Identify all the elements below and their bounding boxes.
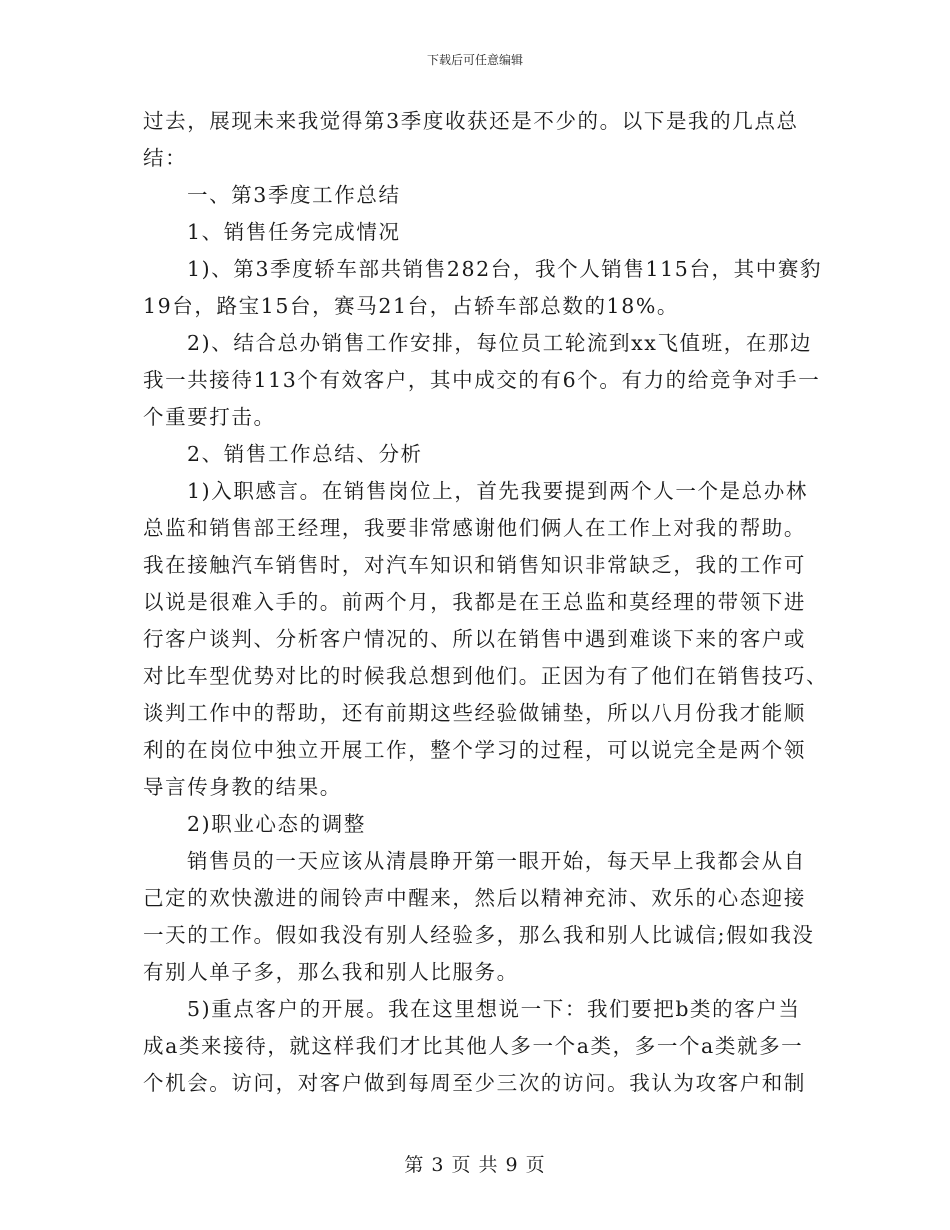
body-line: 19台，路宝15台，赛马21台，占轿车部总数的18%。 [143,294,680,318]
body-line: 结： [143,146,188,170]
body-line: 有别人单子多，那么我和别人比服务。 [143,960,519,984]
body-line: 总监和销售部王经理，我要非常感谢他们俩人在工作上对我的帮助。 [143,516,806,540]
body-line: 成a类来接待，就这样我们才比其他人多一个a类，多一个a类就多一 [143,1034,804,1058]
body-line: 行客户谈判、分析客户情况的、所以在销售中遇到难谈下来的客户或 [143,627,806,651]
body-line: 利的在岗位中独立开展工作，整个学习的过程，可以说完全是两个领 [143,738,806,762]
body-line: 2)、结合总办销售工作安排，每位员工轮流到xx飞值班，在那边 [187,331,813,355]
body-line: 2、销售工作总结、分析 [187,442,423,466]
body-line: 过去，展现未来我觉得第3季度收获还是不少的。以下是我的几点总 [143,109,799,133]
body-line: 一天的工作。假如我没有别人经验多，那么我和别人比诚信;假如我没 [143,923,815,947]
body-line: 以说是很难入手的。前两个月，我都是在王总监和莫经理的带领下进 [143,590,806,614]
page-footer: 第 3 页 共 9 页 [404,1154,546,1176]
body-line: 一、第3季度工作总结 [187,183,401,207]
body-line: 个机会。访问，对客户做到每周至少三次的访问。我认为攻客户和制 [143,1071,806,1095]
body-line: 己定的欢快激进的闹铃声中醒来，然后以精神充沛、欢乐的心态迎接 [143,886,806,910]
body-line: 我在接触汽车销售时，对汽车知识和销售知识非常缺乏，我的工作可 [143,553,806,577]
body-line: 1、销售任务完成情况 [187,220,401,244]
body-line: 谈判工作中的帮助，还有前期这些经验做铺垫，所以八月份我才能顺 [143,701,806,725]
body-line: 对比车型优势对比的时候我总想到他们。正因为有了他们在销售技巧、 [143,664,829,688]
body-line: 导言传身教的结果。 [143,775,342,799]
body-line: 1)、第3季度轿车部共销售282台，我个人销售115台，其中赛豹 [187,257,823,281]
body-line: 1)入职感言。在销售岗位上，首先我要提到两个人一个是总办林 [187,479,808,503]
body-line: 销售员的一天应该从清晨睁开第一眼开始，每天早上我都会从自 [187,849,806,873]
body-line: 5)重点客户的开展。我在这里想说一下：我们要把b类的客户当 [187,997,801,1021]
body-line: 2)职业心态的调整 [187,812,366,836]
body-line: 我一共接待113个有效客户，其中成交的有6个。有力的给竞争对手一 [143,368,821,392]
page-header: 下载后可任意编辑 [426,53,523,67]
document-body [143,103,829,1102]
body-line: 个重要打击。 [143,405,276,429]
